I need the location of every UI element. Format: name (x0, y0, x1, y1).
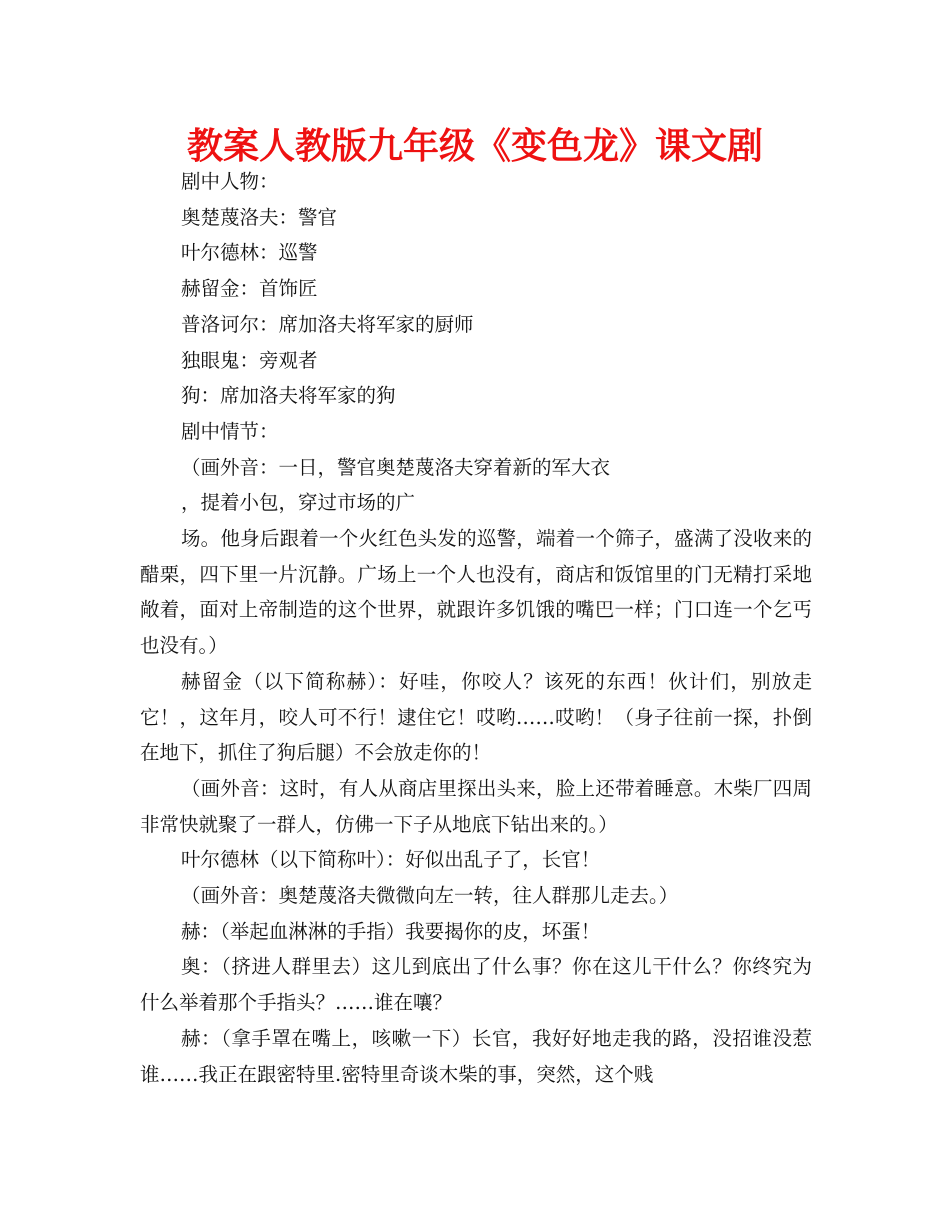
paragraph: （画外音：一日，警官奥楚蔑洛夫穿着新的军大衣 (180, 455, 610, 479)
paragraph: 场。他身后跟着一个火红色头发的巡警，端着一个筛子，盛满了没收来的醋栗，四下里一片沉静。广场上一个人也没有，商店和饭馆里的门无精打采地敞着，面对上帝制造的这个世界，就跟许多饥饿的嘴巴一样；门口连一个乞丐也没有。） (140, 527, 812, 658)
paragraph: 叶尔德林（以下简称叶）：好似出乱子了，长官！ (180, 848, 601, 872)
paragraph: 普洛诃尔：席加洛夫将军家的厨师 (180, 312, 474, 336)
document-title: 教案人教版九年级《变色龙》课文剧 (186, 126, 763, 167)
paragraph: 奥楚蔑洛夫：警官 (180, 205, 337, 229)
paragraph: 赫留金（以下简称赫）：好哇，你咬人？该死的东西！伙计们，别放走它！，这年月，咬人可不行！逮住它！哎哟……哎哟！（身子往前一探，扑倒在地下，抓住了狗后腿）不会放走你的！ (140, 669, 812, 765)
paragraph: 狗：席加洛夫将军家的狗 (180, 384, 396, 408)
paragraph: 剧中情节： (180, 419, 279, 443)
paragraph: （画外音：奥楚蔑洛夫微微向左一转，往人群那儿走去。） (180, 884, 679, 908)
document-body (140, 164, 812, 1092)
paragraph: 剧中人物： (180, 170, 279, 193)
paragraph: 叶尔德林：巡警 (180, 241, 318, 265)
paragraph: ，提着小包，穿过市场的广 (180, 491, 415, 515)
paragraph: 赫：（拿手罩在嘴上，咳嗽一下）长官，我好好地走我的路，没招谁没惹谁……我正在跟密特里.密特里奇谈木柴的事，突然，这个贱 (140, 1026, 812, 1086)
paragraph: 奥：（挤进人群里去）这儿到底出了什么事？你在这儿干什么？你终究为什么举着那个手指头？……谁在嚷？ (140, 955, 812, 1015)
paragraph: 赫：（举起血淋淋的手指）我要揭你的皮，坏蛋！ (180, 919, 601, 943)
paragraph: 赫留金：首饰匠 (180, 277, 318, 301)
paragraph: （画外音：这时，有人从商店里探出头来，脸上还带着睡意。木柴厂四周非常快就聚了一群人，仿佛一下子从地底下钻出来的。） (140, 776, 812, 836)
paragraph: 独眼鬼：旁观者 (180, 348, 318, 372)
